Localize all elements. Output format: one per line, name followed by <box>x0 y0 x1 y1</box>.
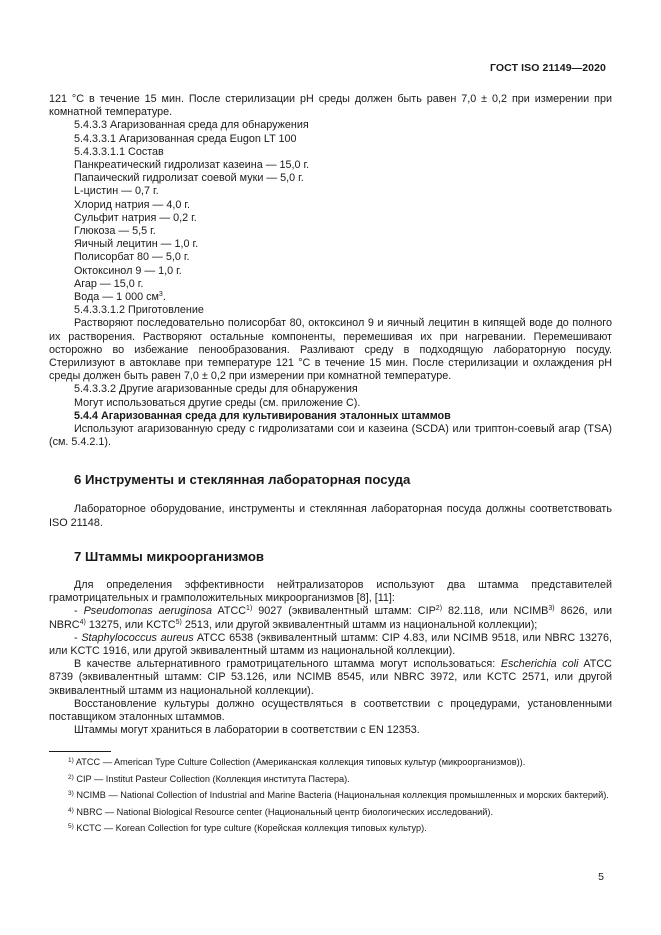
strain-text: 2513, или другой эквивалентный штамм из национальной коллекции); <box>181 618 538 631</box>
ingredient-line: Панкреатический гидролизат казеина — 15,0 г. <box>74 159 310 172</box>
footnote <box>49 806 612 820</box>
footnote-text: CIP — Institut Pasteur Collection (Коллекция института Пастера). <box>73 773 350 784</box>
footnote-mark: 1) <box>68 757 74 764</box>
other-media-paragraph: Могут использоваться другие среды (см. приложение С). <box>74 396 361 409</box>
preparation-paragraph: Растворяют последовательно полисорбат 80, октоксинол 9 и яичный лецитин в кипящей воде до полного их растворения. Растворяют остальные компоненты, перемешивая их при нагревании. Перемешивают осторожно во избежание пенообразования. Разливают среду в подходящую лабораторную посуду. Стерилизуют в автоклаве при температуре 121 °C в течение 15 мин. После стерилизации и охлаждения pH среды должен быть равен 7,0 ± 0,2 при измерении при комнатной температуре. <box>49 317 612 383</box>
strain-pseudomonas <box>49 605 612 631</box>
strain-name: Pseudomonas aeruginosa <box>83 605 213 618</box>
page-body <box>49 93 612 737</box>
clause-5-4-3-3-1-1: 5.4.3.3.1.1 Состав <box>74 145 164 158</box>
strain-name: Staphylococcus aureus <box>81 631 194 644</box>
footnote-mark: 2) <box>68 773 74 781</box>
water-end: . <box>162 291 166 304</box>
ingredient-line: Октоксинол 9 — 1,0 г. <box>74 264 182 277</box>
footnote-separator <box>49 751 111 752</box>
strain-text: 8626, или NBRC <box>49 605 612 631</box>
ingredient-line: Агар — 15,0 г. <box>74 277 144 290</box>
ingredient-line: Папаический гидролизат соевой муки — 5,0 г. <box>74 172 304 185</box>
strain-dash: - <box>74 605 84 618</box>
document-id-header: ГОСТ ISO 21149—2020 <box>489 62 606 74</box>
water-superscript: 3 <box>158 291 163 299</box>
footnote-mark: 5) <box>68 823 74 830</box>
footnote-text: KCTC — Korean Collection for type culture (Корейская коллекция типовых культур). <box>73 823 427 833</box>
footnote-ref: 4) <box>79 618 86 626</box>
clause-5-4-4-heading: 5.4.4 Агаризованная среда для культивирования эталонных штаммов <box>74 409 451 422</box>
footnote <box>49 789 612 803</box>
footnote-text: NCIMB — National Collection of Industrial and Marine Bacteria (Национальная коллекция промышленных и морских бактерий). <box>73 790 609 800</box>
strain-text: ATCC <box>212 605 247 618</box>
footnote-text: ATCC — American Type Culture Collection (Американская коллекция типовых культур (микроорганизмов)). <box>73 757 526 767</box>
section-6-heading: 6 Инструменты и стеклянная лабораторная посуда <box>74 472 411 488</box>
footnote <box>49 773 612 787</box>
water-text: Вода — 1 000 см <box>74 291 159 304</box>
strain-dash: - <box>74 631 82 644</box>
strain-text: ATCC 6538 (эквивалентный штамм: CIP 4.83, или NCIMB 9518, или NBRC 13276, или KCTC 1916, или другой эквивалентный штамм из национальной коллекции). <box>49 631 612 657</box>
strain-text: ATCC 8739 (эквивалентный штамм: CIP 53.126, или NCIMB 8545, или NBRC 3972, или KCTC 2571, или другой эквивалентный штамм из национальной коллекции). <box>49 658 612 697</box>
strain-storage-paragraph: Штаммы могут храниться в лаборатории в соответствии с EN 12353. <box>74 724 420 737</box>
culture-restoration-paragraph: Восстановление культуры должно осуществляться в соответствии с процедурами, установленными поставщиком эталонных штаммов. <box>49 697 612 723</box>
footnotes <box>49 756 612 839</box>
footnote-ref: 3) <box>548 605 555 613</box>
ingredient-line: Хлорид натрия — 4,0 г. <box>74 198 190 211</box>
strain-name: Escherichia coli <box>500 658 579 671</box>
continued-paragraph: 121 °C в течение 15 мин. После стерилизации pH среды должен быть равен 7,0 ± 0,2 при измерении при комнатной температуре. <box>49 93 612 119</box>
ingredient-water <box>49 291 612 304</box>
ingredient-line: Глюкоза — 5,5 г. <box>74 225 156 238</box>
footnote-mark: 4) <box>68 806 74 814</box>
footnote-text: NBRC — National Biological Resource center (Национальный центр биологических исследований). <box>73 806 494 817</box>
footnote <box>49 822 612 836</box>
ingredient-line: Яичный лецитин — 1,0 г. <box>74 238 199 251</box>
section-7-intro: Для определения эффективности нейтрализаторов используют два штамма представителей грамотрицательных и грамположительных микроорганизмов [8], [11]: <box>49 578 612 605</box>
footnote-mark: 3) <box>68 790 74 797</box>
footnote <box>49 756 612 770</box>
section-6-text: Лабораторное оборудование, инструменты и стеклянная лабораторная посуда должны соответствовать ISO 21148. <box>49 503 612 529</box>
clause-5-4-3-3: 5.4.3.3 Агаризованная среда для обнаружения <box>74 119 309 132</box>
clause-5-4-3-3-2: 5.4.3.3.2 Другие агаризованные среды для обнаружения <box>74 383 358 396</box>
footnote-ref: 5) <box>175 618 182 626</box>
strain-text: В качестве альтернативного грамотрицательного штамма могут использоваться: <box>74 658 501 671</box>
strain-staphylococcus <box>49 632 612 658</box>
strain-alternative <box>49 658 612 698</box>
clause-5-4-3-3-1-2: 5.4.3.3.1.2 Приготовление <box>74 304 204 317</box>
strain-text: 13275, или KCTC <box>85 618 176 631</box>
ingredient-line: L-цистин — 0,7 г. <box>74 185 159 198</box>
footnote-ref: 2) <box>435 605 443 613</box>
ingredient-line: Сульфит натрия — 0,2 г. <box>74 211 197 224</box>
page-number: 5 <box>598 871 604 883</box>
ingredient-line: Полисорбат 80 — 5,0 г. <box>74 251 190 264</box>
strain-text: 82.118, или NCIMB <box>442 605 549 618</box>
footnote-ref: 1) <box>246 605 253 613</box>
clause-5-4-4-text: Используют агаризованную среду с гидролизатами сои и казеина (SCDA) или триптон-соевый агар (TSA) (см. 5.4.2.1). <box>49 423 612 449</box>
strain-text: 9027 (эквивалентный штамм: CIP <box>252 605 436 618</box>
clause-5-4-3-3-1: 5.4.3.3.1 Агаризованная среда Eugon LT 100 <box>74 132 297 145</box>
section-7-heading: 7 Штаммы микроорганизмов <box>74 548 265 564</box>
